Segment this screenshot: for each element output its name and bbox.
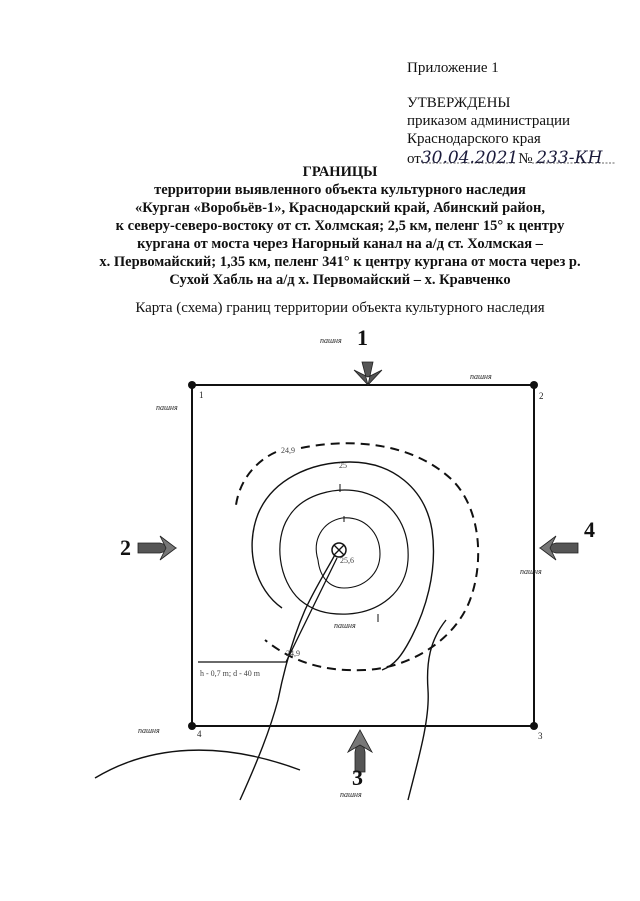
corner-point-2 — [530, 381, 538, 389]
contour-inner-2 — [316, 518, 380, 588]
number-label: № — [518, 151, 533, 167]
contour-label-outer-low: 24,9 — [286, 649, 300, 658]
contour-25 — [252, 462, 433, 670]
field-label-center: пашня — [334, 621, 356, 630]
handwritten-date: 30.04.2021 — [420, 148, 519, 168]
corner-point-1 — [188, 381, 196, 389]
order-line-2: Краснодарского края — [407, 131, 541, 147]
contour-label-outer: 24,9 — [281, 446, 295, 455]
corner-point-3 — [530, 722, 538, 730]
boundary-map — [0, 318, 640, 808]
field-label-east: пашня — [520, 567, 542, 576]
title-heading: ГРАНИЦЫ — [302, 164, 378, 180]
arrow-north — [354, 362, 382, 385]
direction-label-1: 1 — [357, 325, 368, 350]
field-label-south: пашня — [340, 790, 362, 799]
title-line-5: кургана от моста через Нагорный канал на а/д ст. Холмская – — [137, 236, 543, 252]
corner-label-4: 4 — [197, 729, 202, 739]
direction-label-4: 4 — [584, 517, 595, 542]
approved-label: УТВЕРЖДЕНЫ — [407, 95, 511, 111]
appendix-label: Приложение 1 — [407, 60, 499, 76]
contour-label-25: 25 — [339, 461, 347, 470]
title-line-2: территории выявленного объекта культурного наследия — [154, 182, 526, 198]
handwritten-number: 233-КН — [536, 148, 603, 168]
contour-outer-dashed-left — [236, 452, 276, 505]
map-caption: Карта (схема) границ территории объекта культурного наследия — [135, 300, 545, 316]
approval-block — [407, 94, 602, 168]
title-line-7: Сухой Хабль на а/д х. Первомайский – х. Кравченко — [169, 272, 511, 288]
direction-label-2: 2 — [120, 535, 131, 560]
arrow-west — [138, 536, 176, 560]
title-line-6: х. Первомайский; 1,35 км, пеленг 341° к центру кургана от моста через р. — [99, 254, 581, 270]
corner-label-1: 1 — [199, 390, 204, 400]
top-mark-label: 25,6 — [340, 556, 354, 565]
mound-dimensions-note: h - 0,7 m; d - 40 m — [200, 669, 260, 678]
field-label-southwest: пашня — [138, 726, 160, 735]
order-line-1: приказом администрации — [407, 113, 571, 129]
field-label-northwest: пашня — [156, 403, 178, 412]
title-line-3: «Курган «Воробьёв-1», Краснодарский край, Абинский район, — [135, 200, 545, 216]
field-label-northeast: пашня — [470, 372, 492, 381]
field-label-north: пашня — [320, 336, 342, 345]
contour-outer-dashed — [265, 443, 478, 670]
stream-line-left — [95, 750, 300, 778]
corner-label-3: 3 — [538, 731, 543, 741]
arrow-east — [540, 536, 578, 560]
direction-label-3: 3 — [352, 765, 363, 790]
from-label: от — [407, 151, 421, 167]
title-line-4: к северу-северо-востоку от ст. Холмская; 2,5 км, пеленг 15° к центру — [115, 218, 565, 234]
stream-line-right — [408, 620, 446, 800]
corner-point-4 — [188, 722, 196, 730]
corner-label-2: 2 — [539, 391, 544, 401]
